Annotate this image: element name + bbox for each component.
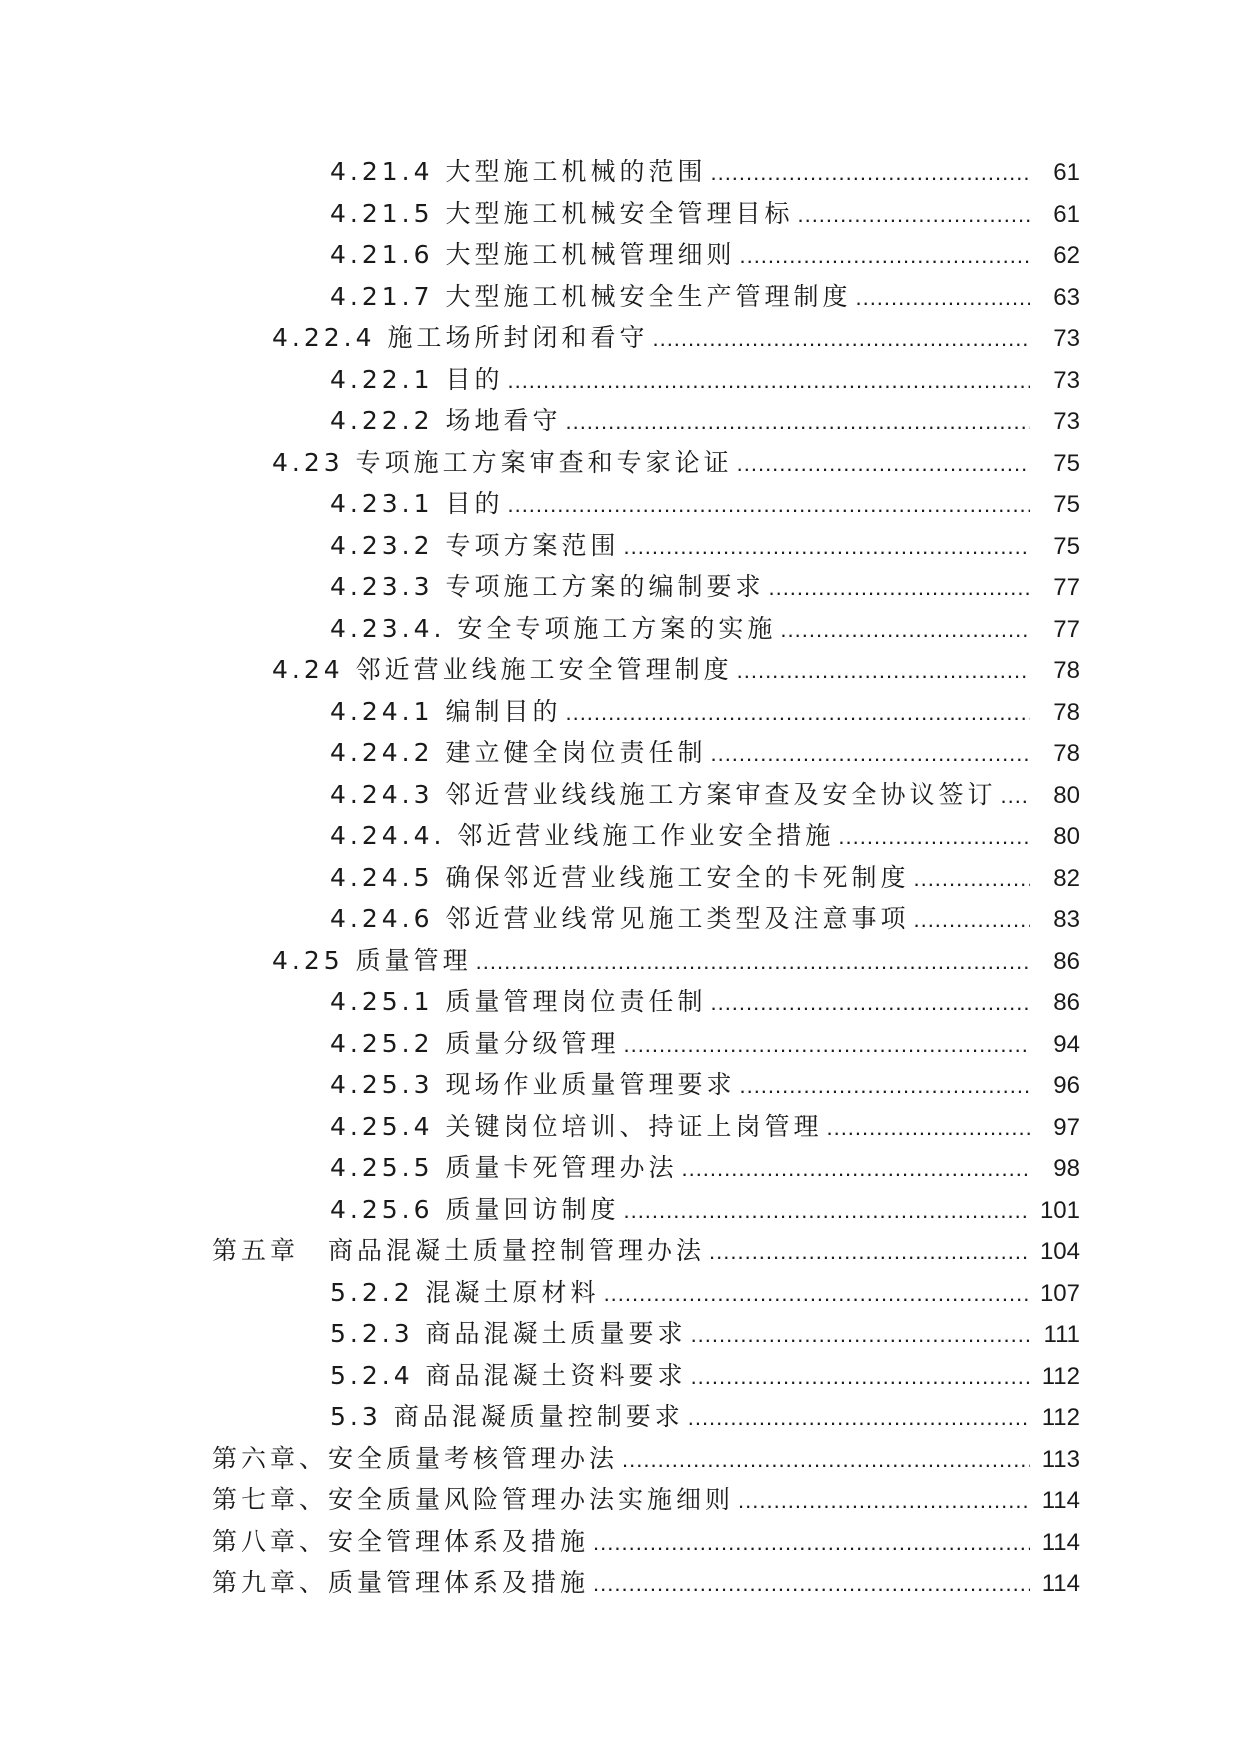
toc-entry[interactable] [0,899,1080,941]
toc-page-number: 75 [1053,449,1080,477]
toc-entry-title: 4.25.5 质量卡死管理办法 [330,1153,678,1182]
toc-entry[interactable] [0,235,1080,277]
toc-page-number: 86 [1053,947,1080,975]
toc-page-number: 96 [1053,1072,1080,1099]
toc-entry[interactable] [0,982,1080,1024]
toc-dot-leader [623,1032,1030,1058]
toc-entry[interactable] [0,816,1080,858]
toc-entry[interactable] [0,443,1080,485]
toc-dot-leader [476,949,1030,975]
toc-dot-leader [622,1447,1030,1473]
table-of-contents [0,152,1241,1605]
toc-entry[interactable] [0,1107,1080,1149]
toc-dot-leader [691,1364,1030,1390]
toc-page-number: 94 [1053,1030,1080,1058]
toc-entry[interactable] [0,609,1080,651]
toc-entry[interactable] [0,401,1080,443]
toc-entry[interactable] [0,1522,1080,1564]
toc-entry-title: 第六章、安全质量考核管理办法 [212,1443,619,1473]
toc-dot-leader [623,1198,1030,1224]
toc-entry-title: 4.22.1 目的 [330,364,504,394]
toc-entry[interactable] [0,1314,1080,1356]
toc-page-number: 98 [1053,1155,1080,1182]
toc-page-number: 61 [1053,159,1080,186]
toc-entry-title: 4.25.4 关键岗位培训、持证上岗管理 [330,1111,823,1141]
toc-page-number: 82 [1053,864,1080,892]
toc-entry[interactable] [0,484,1080,526]
toc-entry[interactable] [0,650,1080,692]
toc-entry-title: 4.24.5 确保邻近营业线施工安全的卡死制度 [330,862,910,892]
toc-entry[interactable] [0,1356,1080,1398]
toc-entry[interactable] [0,1397,1080,1439]
toc-dot-leader [710,741,1030,767]
toc-entry[interactable] [0,1190,1080,1232]
toc-entry-title: 4.25.2 质量分级管理 [330,1028,620,1058]
toc-page-number: 97 [1053,1113,1080,1141]
toc-entry-title: 第七章、安全质量风险管理办法实施细则 [212,1485,735,1514]
toc-dot-leader [507,368,1030,394]
toc-entry-title: 第五章 商品混凝土质量控制管理办法 [212,1236,706,1265]
toc-dot-leader [507,492,1030,518]
toc-dot-leader [913,866,1030,892]
toc-dot-leader [710,990,1030,1016]
toc-page-number: 62 [1053,242,1080,269]
toc-page-number: 73 [1053,325,1080,352]
toc-entry[interactable] [0,318,1080,360]
toc-page-number: 78 [1053,657,1080,684]
toc-entry-title: 4.21.4 大型施工机械的范围 [330,157,707,186]
toc-entry-title: 第八章、安全管理体系及措施 [212,1526,590,1556]
toc-entry[interactable] [0,194,1080,236]
toc-dot-leader [681,1156,1030,1182]
toc-entry[interactable] [0,941,1080,983]
toc-entry-title: 4.21.5 大型施工机械安全管理目标 [330,198,794,228]
toc-dot-leader [691,1322,1030,1348]
toc-entry-title: 4.25.1 质量管理岗位责任制 [330,987,707,1016]
toc-entry[interactable] [0,1148,1080,1190]
toc-dot-leader [737,451,1030,477]
toc-entry[interactable] [0,858,1080,900]
toc-dot-leader [913,907,1030,933]
toc-page-number: 80 [1053,823,1080,850]
toc-page-number: 77 [1053,574,1080,601]
toc-page-number: 113 [1041,1445,1080,1473]
toc-dot-leader [709,1239,1030,1265]
toc-entry[interactable] [0,1231,1080,1273]
toc-entry[interactable] [0,1273,1080,1315]
toc-entry-title: 4.24.4. 邻近营业线施工作业安全措施 [330,821,835,850]
toc-entry-title: 4.23.3 专项施工方案的编制要求 [330,572,765,601]
toc-dot-leader [688,1405,1030,1431]
toc-dot-leader [593,1571,1030,1597]
toc-entry-title: 5.2.3 商品混凝土质量要求 [330,1319,687,1348]
toc-entry-title: 4.24.2 建立健全岗位责任制 [330,738,707,767]
toc-page-number: 114 [1041,1570,1080,1597]
toc-dot-leader [737,658,1030,684]
toc-entry-title: 4.24.1 编制目的 [330,696,562,726]
toc-dot-leader [826,1115,1030,1141]
toc-page-number: 112 [1041,1362,1080,1390]
toc-entry-title: 4.22.2 场地看守 [330,406,562,435]
toc-entry-title: 第九章、质量管理体系及措施 [212,1568,590,1597]
toc-entry[interactable] [0,526,1080,568]
toc-entry-title: 4.25.3 现场作业质量管理要求 [330,1070,736,1099]
toc-entry-title: 5.2.4 商品混凝土资料要求 [330,1360,687,1390]
toc-page-number: 80 [1053,781,1080,809]
toc-dot-leader [838,824,1030,850]
toc-dot-leader [623,534,1030,560]
toc-entry-title: 5.2.2 混凝土原材料 [330,1277,600,1307]
toc-dot-leader [565,700,1030,726]
toc-entry-title: 4.23.4. 安全专项施工方案的实施 [330,613,777,643]
toc-page-number: 63 [1053,283,1080,311]
toc-entry-title: 4.24.6 邻近营业线常见施工类型及注意事项 [330,904,910,933]
toc-entry[interactable] [0,1439,1080,1481]
toc-dot-leader [797,202,1030,228]
toc-dot-leader [565,409,1030,435]
toc-dot-leader [1000,783,1030,809]
toc-dot-leader [738,1488,1030,1514]
toc-entry-title: 4.24 邻近营业线施工安全管理制度 [272,655,733,684]
toc-dot-leader [652,326,1030,352]
toc-dot-leader [855,285,1030,311]
toc-page-number: 104 [1039,1238,1080,1265]
toc-entry-title: 4.21.7 大型施工机械安全生产管理制度 [330,281,852,311]
toc-dot-leader [768,575,1030,601]
toc-page-number: 83 [1053,906,1080,933]
toc-page-number: 107 [1039,1279,1080,1307]
toc-entry[interactable] [0,1563,1080,1605]
toc-page-number: 111 [1043,1321,1080,1348]
toc-page-number: 78 [1053,740,1080,767]
toc-page-number: 114 [1041,1487,1080,1514]
toc-dot-leader [710,160,1030,186]
toc-entry-title: 4.21.6 大型施工机械管理细则 [330,240,736,269]
toc-dot-leader [739,243,1030,269]
toc-page-number: 73 [1053,408,1080,435]
toc-entry[interactable] [0,152,1080,194]
toc-entry[interactable] [0,360,1080,402]
toc-dot-leader [739,1073,1030,1099]
toc-entry[interactable] [0,692,1080,734]
toc-dot-leader [780,617,1030,643]
toc-page-number: 61 [1053,200,1080,228]
toc-entry-title: 4.23.1 目的 [330,489,504,518]
toc-entry[interactable] [0,567,1080,609]
toc-page-number: 78 [1053,698,1080,726]
toc-entry[interactable] [0,1480,1080,1522]
toc-page-number: 75 [1053,532,1080,560]
toc-page-number: 114 [1041,1528,1080,1556]
toc-entry-title: 4.25 质量管理 [272,945,472,975]
toc-entry-title: 4.25.6 质量回访制度 [330,1194,620,1224]
toc-entry[interactable] [0,1065,1080,1107]
toc-entry[interactable] [0,1024,1080,1066]
toc-entry-title: 5.3 商品混凝质量控制要求 [330,1402,684,1431]
toc-page-number: 86 [1053,989,1080,1016]
toc-entry-title: 4.23.2 专项方案范围 [330,530,620,560]
toc-entry[interactable] [0,775,1080,817]
toc-page-number: 73 [1053,366,1080,394]
toc-entry-title: 4.24.3 邻近营业线线施工方案审查及安全协议签订 [330,779,997,809]
toc-dot-leader [604,1281,1030,1307]
toc-list [0,152,1080,1605]
toc-entry[interactable] [0,277,1080,319]
toc-dot-leader [593,1530,1030,1556]
toc-page-number: 75 [1053,491,1080,518]
toc-entry-title: 4.23 专项施工方案审查和专家论证 [272,447,733,477]
toc-page-number: 112 [1041,1404,1080,1431]
toc-entry-title: 4.22.4 施工场所封闭和看守 [272,323,649,352]
toc-page-number: 101 [1039,1196,1080,1224]
toc-entry[interactable] [0,733,1080,775]
toc-page-number: 77 [1053,615,1080,643]
